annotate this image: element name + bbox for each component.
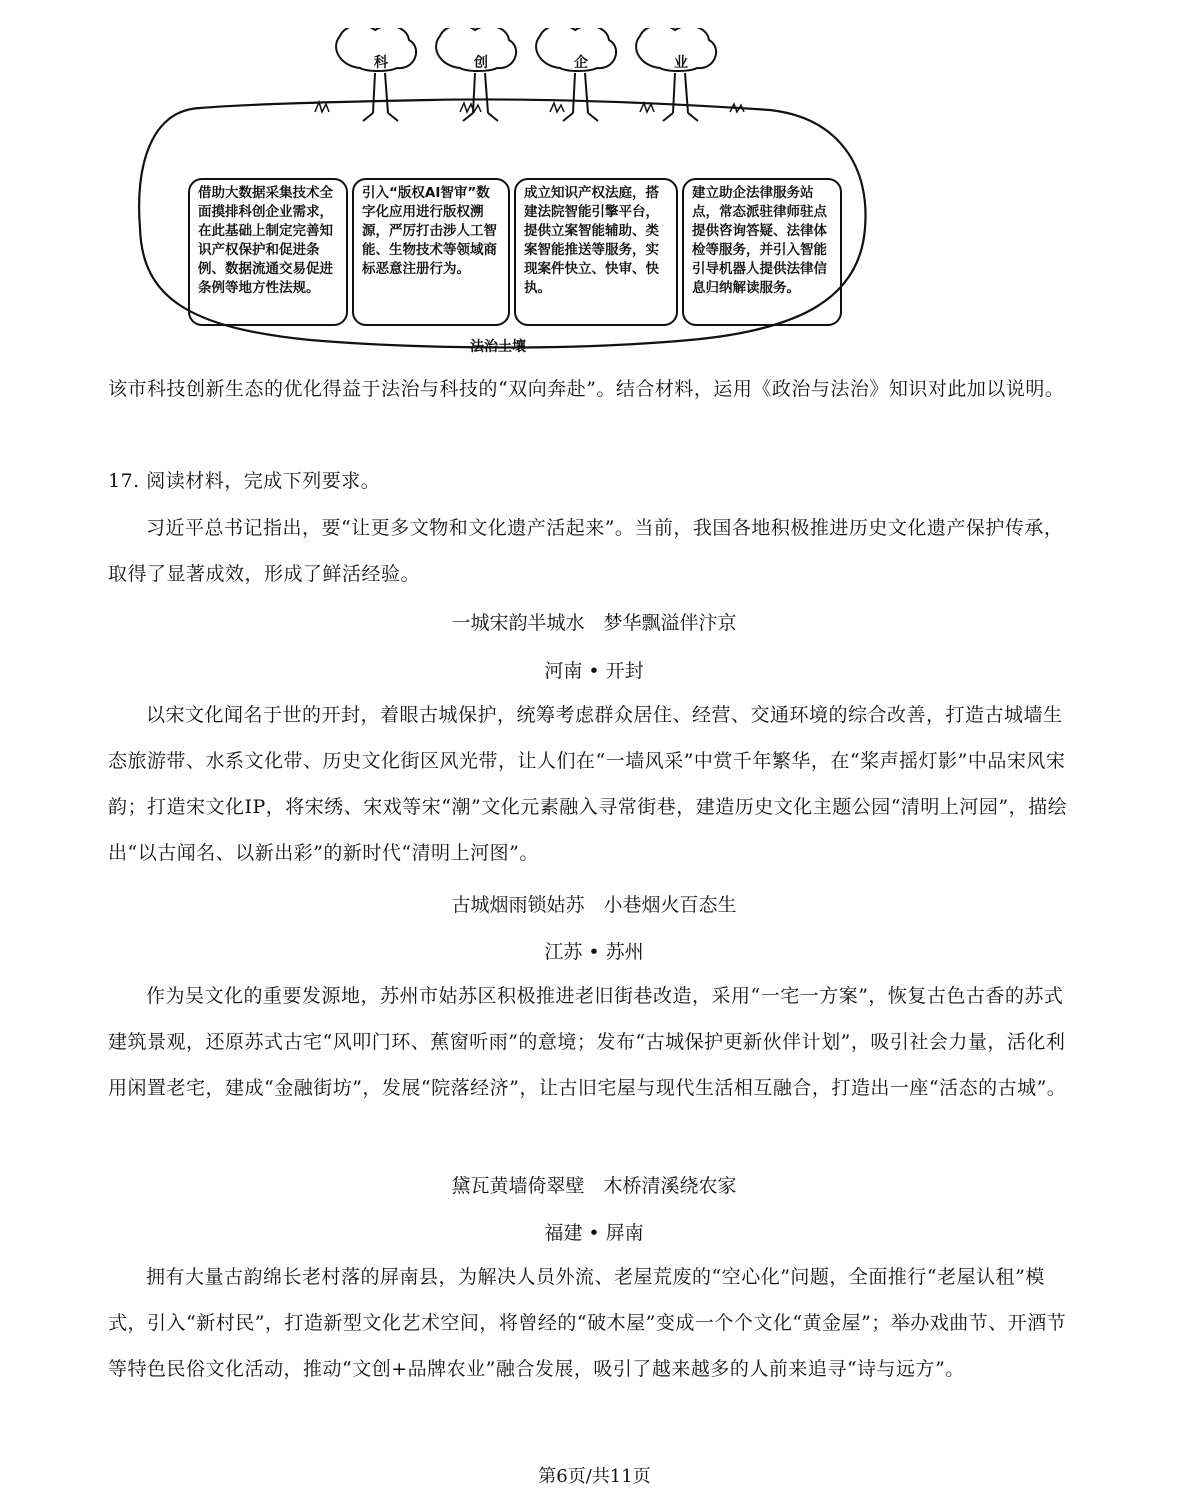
measure-box-legal-service: 建立助企法律服务站点，常态派驻律师驻点提供咨询答疑、法律体检等服务，并引入智能引导机器人提供法律信息归纳解读服务。 [682, 178, 842, 326]
tree-label-qi: 企 [574, 55, 588, 71]
question-17-text: 17. 阅读材料，完成下列要求。 [108, 470, 381, 492]
question-17-header [108, 458, 1080, 504]
intro-text: 习近平总书记指出，要“让更多文物和文化遗产活起来”。当前，我国各地积极推进历史文化遗产保护传承，取得了显著成效，形成了鲜活经验。 [108, 517, 1064, 585]
page-footer: 第6页/共11页 [538, 1466, 651, 1487]
measure-box-ip-court: 成立知识产权法庭，搭建法院智能引擎平台，提供立案智能辅助、类案智能推送等服务，实现案件快立、快审、快执。 [514, 178, 678, 326]
measure-box-legislation: 借助大数据采集技术全面摸排科创企业需求，在此基础上制定完善知识产权保护和促进条例、数据流通交易促进条例等地方性法规。 [188, 178, 348, 326]
section-place-pingnan: 福建 • 屏南 [544, 1222, 644, 1244]
tree-label-ke: 科 [374, 55, 388, 71]
question-16-text: 该市科技创新生态的优化得益于法治与科技的“双向奔赴”。结合材料，运用《政治与法治》知识对此加以说明。 [108, 378, 1065, 400]
section-title-kaifeng: 一城宋韵半城水 梦华飘溢伴汴京 [451, 612, 737, 634]
soil-label: 法治土壤 [470, 339, 526, 355]
section-body-pingnan: 拥有大量古韵绵长老村落的屏南县，为解决人员外流、老屋荒废的“空心化”问题，全面推行“老屋认租”模式，引入“新村民”，打造新型文化艺术空间，将曾经的“破木屋”变成一个个文化“黄金屋”；举办戏曲节、开酒节等特色民俗文化活动，推动“文创+品牌农业”融合发展，吸引了越来越多的人前来追寻“诗与远方”。 [108, 1266, 1067, 1380]
section-body-suzhou-wrap [108, 973, 1080, 1111]
intro-paragraph [108, 505, 1080, 597]
rule-of-law-soil-diagram [130, 28, 870, 358]
section-title-suzhou: 古城烟雨锁姑苏 小巷烟火百态生 [451, 894, 737, 916]
tree-label-ye: 业 [674, 55, 688, 71]
section-body-pingnan-wrap [108, 1254, 1080, 1392]
measure-box-copyright-ai: 引入“版权AI智审”数字化应用进行版权溯源，严厉打击涉人工智能、生物技术等领域商标恶意注册行为。 [352, 178, 510, 326]
section-title-pingnan: 黛瓦黄墙倚翠壁 木桥清溪绕农家 [451, 1175, 737, 1197]
section-body-kaifeng-wrap [108, 692, 1080, 876]
tree-label-chuang: 创 [474, 55, 488, 71]
section-body-suzhou: 作为吴文化的重要发源地，苏州市姑苏区积极推进老旧街巷改造，采用“一宅一方案”，恢复古色古香的苏式建筑景观，还原苏式古宅“风叩门环、蕉窗听雨”的意境；发布“古城保护更新伙伴计划”，吸引社会力量，活化利用闲置老宅，建成“金融街坊”，发展“院落经济”，让古旧宅屋与现代生活相互融合，打造出一座“活态的古城”。 [108, 985, 1067, 1099]
section-place-suzhou: 江苏 • 苏州 [544, 941, 644, 963]
section-body-kaifeng: 以宋文化闻名于世的开封，着眼古城保护，统筹考虑群众居住、经营、交通环境的综合改善，打造古城墙生态旅游带、水系文化带、历史文化街区风光带，让人们在“一墙风采”中赏千年繁华，在“桨声摇灯影”中品宋风宋韵；打造宋文化IP，将宋绣、宋戏等宋“潮”文化元素融入寻常街巷，建造历史文化主题公园“清明上河园”，描绘出“以古闻名、以新出彩”的新时代“清明上河图”。 [108, 704, 1068, 864]
section-place-kaifeng: 河南 • 开封 [544, 660, 644, 682]
question-16-prompt [108, 366, 1080, 412]
